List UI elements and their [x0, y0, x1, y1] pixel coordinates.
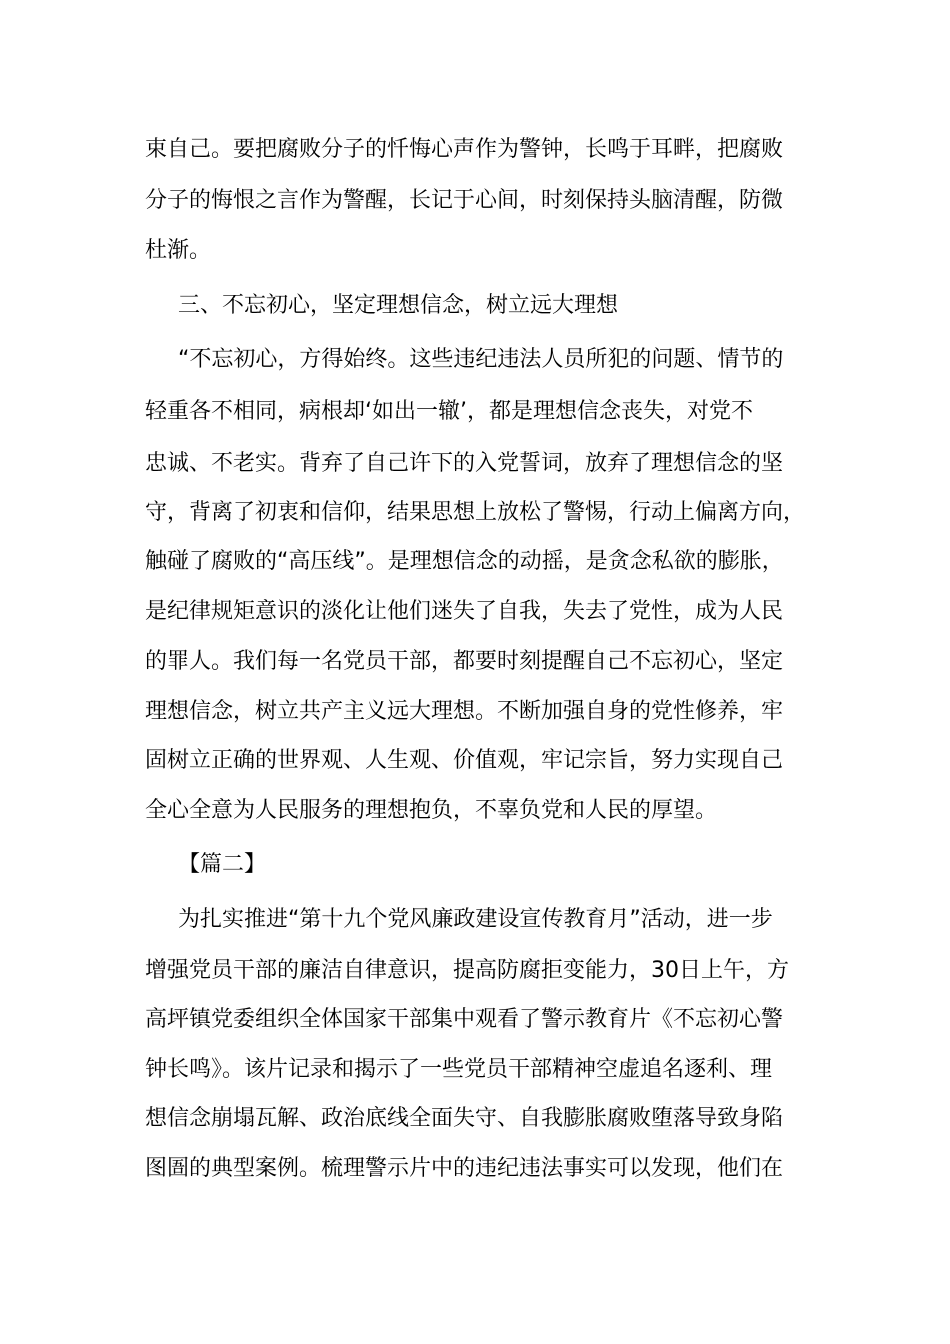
paragraph-line: 理想信念，树立共产主义远大理想。不断加强自身的党性修养，牢: [145, 699, 784, 724]
paragraph-line: 是纪律规矩意识的淡化让他们迷失了自我，失去了党性，成为人民: [145, 599, 784, 624]
paragraph-line: 固树立正确的世界观、人生观、价值观，牢记宗旨，努力实现自己: [145, 748, 784, 773]
paragraph-line: 图圄的典型案例。梳理警示片中的违纪违法事实可以发现，他们在: [145, 1156, 784, 1181]
paragraph-line: 触碰了腐败的“高压线”。是理想信念的动摇，是贪念私欲的膨胀，: [145, 549, 784, 574]
paragraph-line: 束自己。要把腐败分子的忏悔心声作为警钟，长鸣于耳畔，把腐败: [145, 137, 784, 162]
paragraph-line: 钟长鸣》。该片记录和揭示了一些党员干部精神空虚追名逐利、理: [145, 1057, 773, 1082]
paragraph-line: 杜渐。: [145, 238, 212, 263]
paragraph-line: “不忘初心，方得始终。这些违纪违法人员所犯的问题、情节的: [178, 347, 784, 372]
paragraph-line: 守，背离了初衷和信仰，结果思想上放松了警惕，行动上偏离方向，: [145, 500, 806, 525]
paragraph-line: 轻重各不相同，病根却‘如出一辙’，都是理想信念丧失，对党不: [145, 399, 753, 424]
paragraph-line: 增强党员干部的廉洁自律意识，提高防腐拒变能力，30日上午，方: [145, 958, 789, 983]
paragraph-line: 的罪人。我们每一名党员干部，都要时刻提醒自己不忘初心，坚定: [145, 649, 784, 674]
section-heading: 三、不忘初心，坚定理想信念，树立远大理想: [178, 293, 619, 318]
paragraph-line: 忠诚、不老实。背弃了自己许下的入党誓词，放弃了理想信念的坚: [145, 451, 784, 476]
paragraph-line: 为扎实推进“第十九个党风廉政建设宣传教育月”活动，进一步: [178, 907, 773, 932]
paragraph-line: 高坪镇党委组织全体国家干部集中观看了警示教育片《不忘初心警: [145, 1007, 784, 1032]
section-heading: 【篇二】: [178, 852, 267, 877]
paragraph-line: 想信念崩塌瓦解、政治底线全面失守、自我膨胀腐败堕落导致身陷: [145, 1106, 784, 1131]
paragraph-line: 分子的悔恨之言作为警醒，长记于心间，时刻保持头脑清醒，防微: [145, 188, 784, 213]
paragraph-line: 全心全意为人民服务的理想抱负，不辜负党和人民的厚望。: [145, 798, 718, 823]
